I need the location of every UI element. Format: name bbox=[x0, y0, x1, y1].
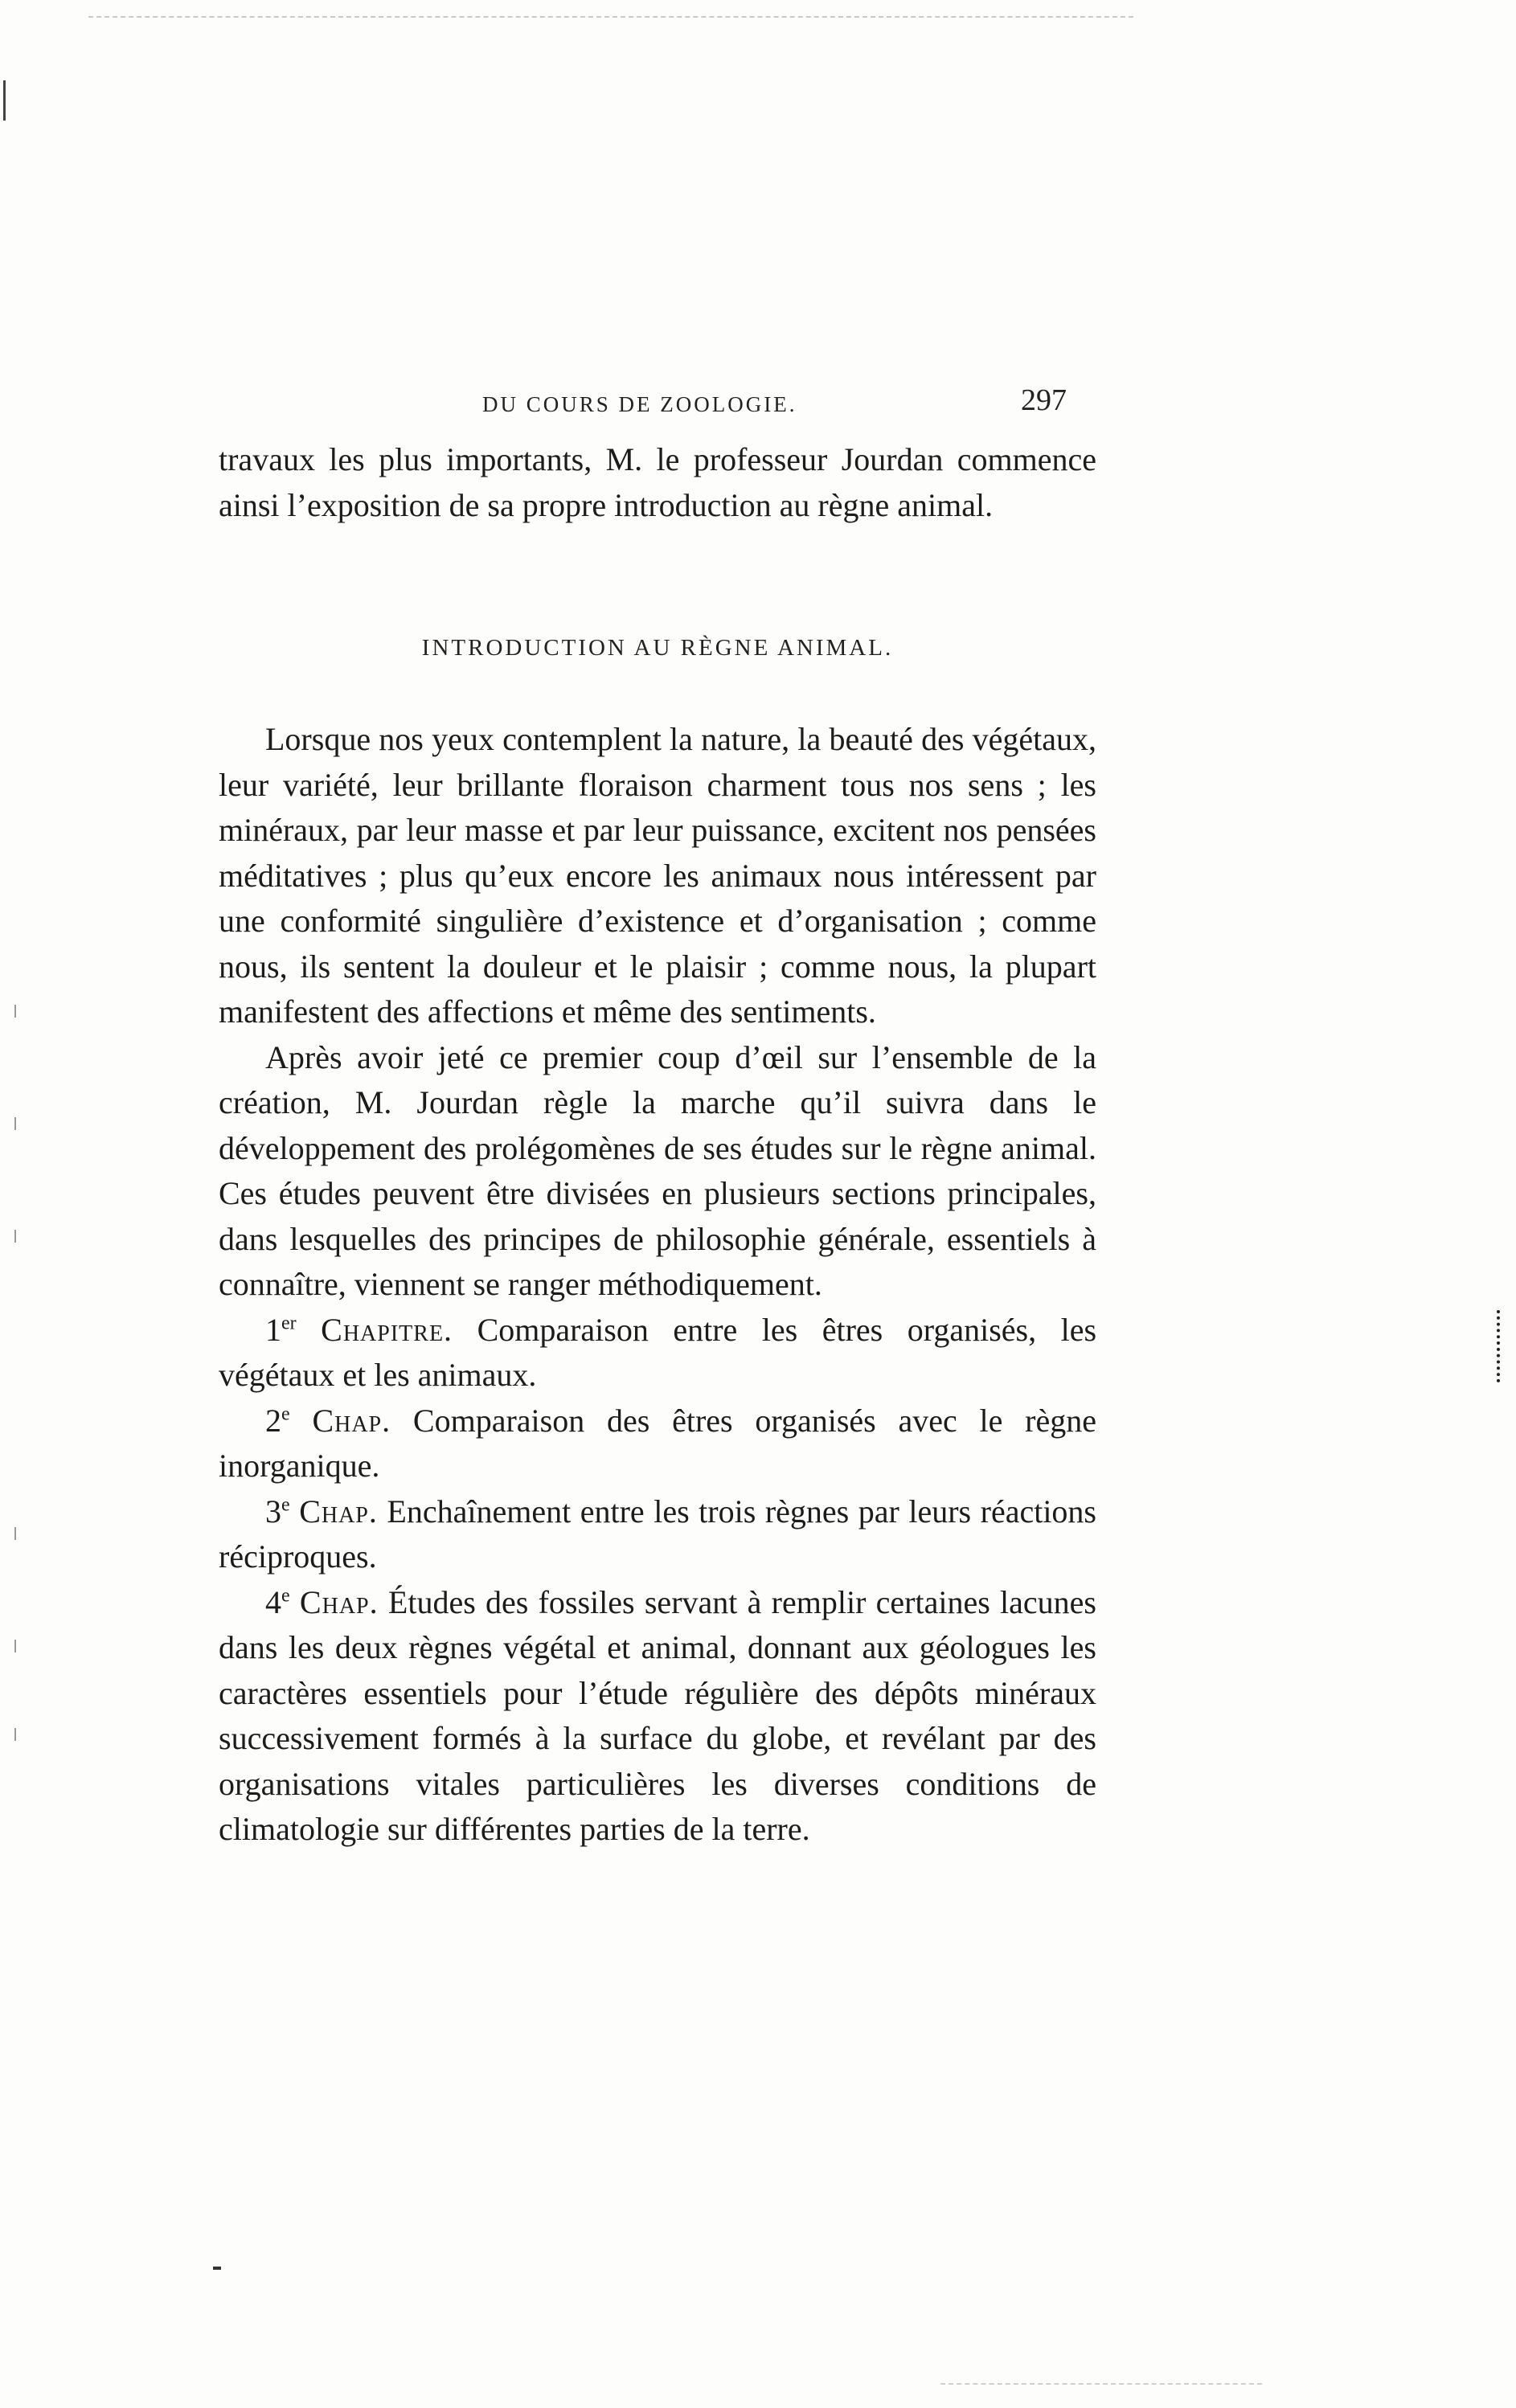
chapter-entry bbox=[219, 1489, 1096, 1580]
intro-text bbox=[219, 437, 1096, 528]
chapter-ordinal: e bbox=[281, 1494, 290, 1516]
chapter-ordinal: e bbox=[281, 1403, 290, 1425]
scan-edge-line bbox=[88, 16, 1133, 18]
paragraph: travaux les plus importants, M. le professeur Jourdan commence ainsi l’exposition de sa propre introduction au règne animal. bbox=[219, 441, 1096, 523]
chapter-text: Comparaison des êtres organisés avec le règne inorganique. bbox=[219, 1402, 1097, 1484]
chapter-label: Chap. bbox=[299, 1493, 378, 1530]
chapter-text: Comparaison entre les êtres organisés, les végétaux et les animaux. bbox=[219, 1311, 1097, 1393]
chapter-ordinal: er bbox=[281, 1313, 297, 1334]
chapter-entry bbox=[219, 1308, 1096, 1399]
chapter-text: Enchaînement entre les trois règnes par leurs réactions réciproques. bbox=[219, 1493, 1097, 1575]
scan-edge-mark bbox=[3, 80, 6, 121]
scan-edge-line bbox=[940, 2383, 1262, 2385]
chapter-entry bbox=[219, 1399, 1096, 1489]
chapter-label: Chapitre. bbox=[321, 1311, 453, 1348]
chapter-entry bbox=[219, 1580, 1096, 1853]
chapter-number: 1 bbox=[265, 1311, 281, 1348]
chapter-label: Chap. bbox=[312, 1402, 391, 1439]
body-text bbox=[219, 717, 1096, 1853]
paragraph: Lorsque nos yeux contemplent la nature, la beauté des végétaux, leur variété, leur brillante floraison charment tous nos sens ; les minéraux, par leur masse et par leur puissance, excitent nos pensées méditatives ; plus qu’eux encore les animaux nous intéressent par une conformité singulière d’existence et d’organisation ; comme nous, ils sentent la douleur et le plaisir ; comme nous, la plupart manifestent des affections et même des sentiments. bbox=[219, 721, 1096, 1030]
margin-mark bbox=[14, 1728, 16, 1741]
margin-mark bbox=[14, 1640, 16, 1652]
chapter-number: 2 bbox=[265, 1402, 281, 1439]
chapter-ordinal: e bbox=[281, 1585, 290, 1607]
page-number: 297 bbox=[1021, 383, 1067, 417]
chapter-label: Chap. bbox=[299, 1583, 379, 1620]
chapter-text: Études des fossiles servant à remplir certaines lacunes dans les deux règnes végétal et animal, donnant aux géologues les caractères essentiels pour l’étude régulière des dépôts minéraux successivement formés à la surface du globe, et revélant par des organisations vitales particulières les diverses conditions de climatologie sur différentes parties de la terre. bbox=[219, 1583, 1096, 1847]
margin-mark bbox=[14, 1527, 16, 1540]
scan-edge-mark bbox=[1497, 1310, 1504, 1382]
section-heading: INTRODUCTION AU RÈGNE ANIMAL. bbox=[421, 635, 894, 661]
scan-speck bbox=[213, 2267, 221, 2270]
margin-mark bbox=[14, 1117, 16, 1130]
running-head: DU COURS DE ZOOLOGIE. bbox=[482, 392, 797, 416]
chapter-number: 4 bbox=[265, 1583, 281, 1620]
paragraph: Après avoir jeté ce premier coup d’œil sur l’ensemble de la création, M. Jourdan règle la marche qu’il suivra dans le développement des prolégomènes de ses études sur le règne animal. Ces études peuvent être divisées en plusieurs sections principales, dans lesquelles des principes de philosophie générale, essentiels à connaître, viennent se ranger méthodiquement. bbox=[219, 1038, 1096, 1302]
margin-mark bbox=[14, 1005, 16, 1018]
chapter-number: 3 bbox=[265, 1493, 281, 1530]
margin-mark bbox=[14, 1230, 16, 1243]
